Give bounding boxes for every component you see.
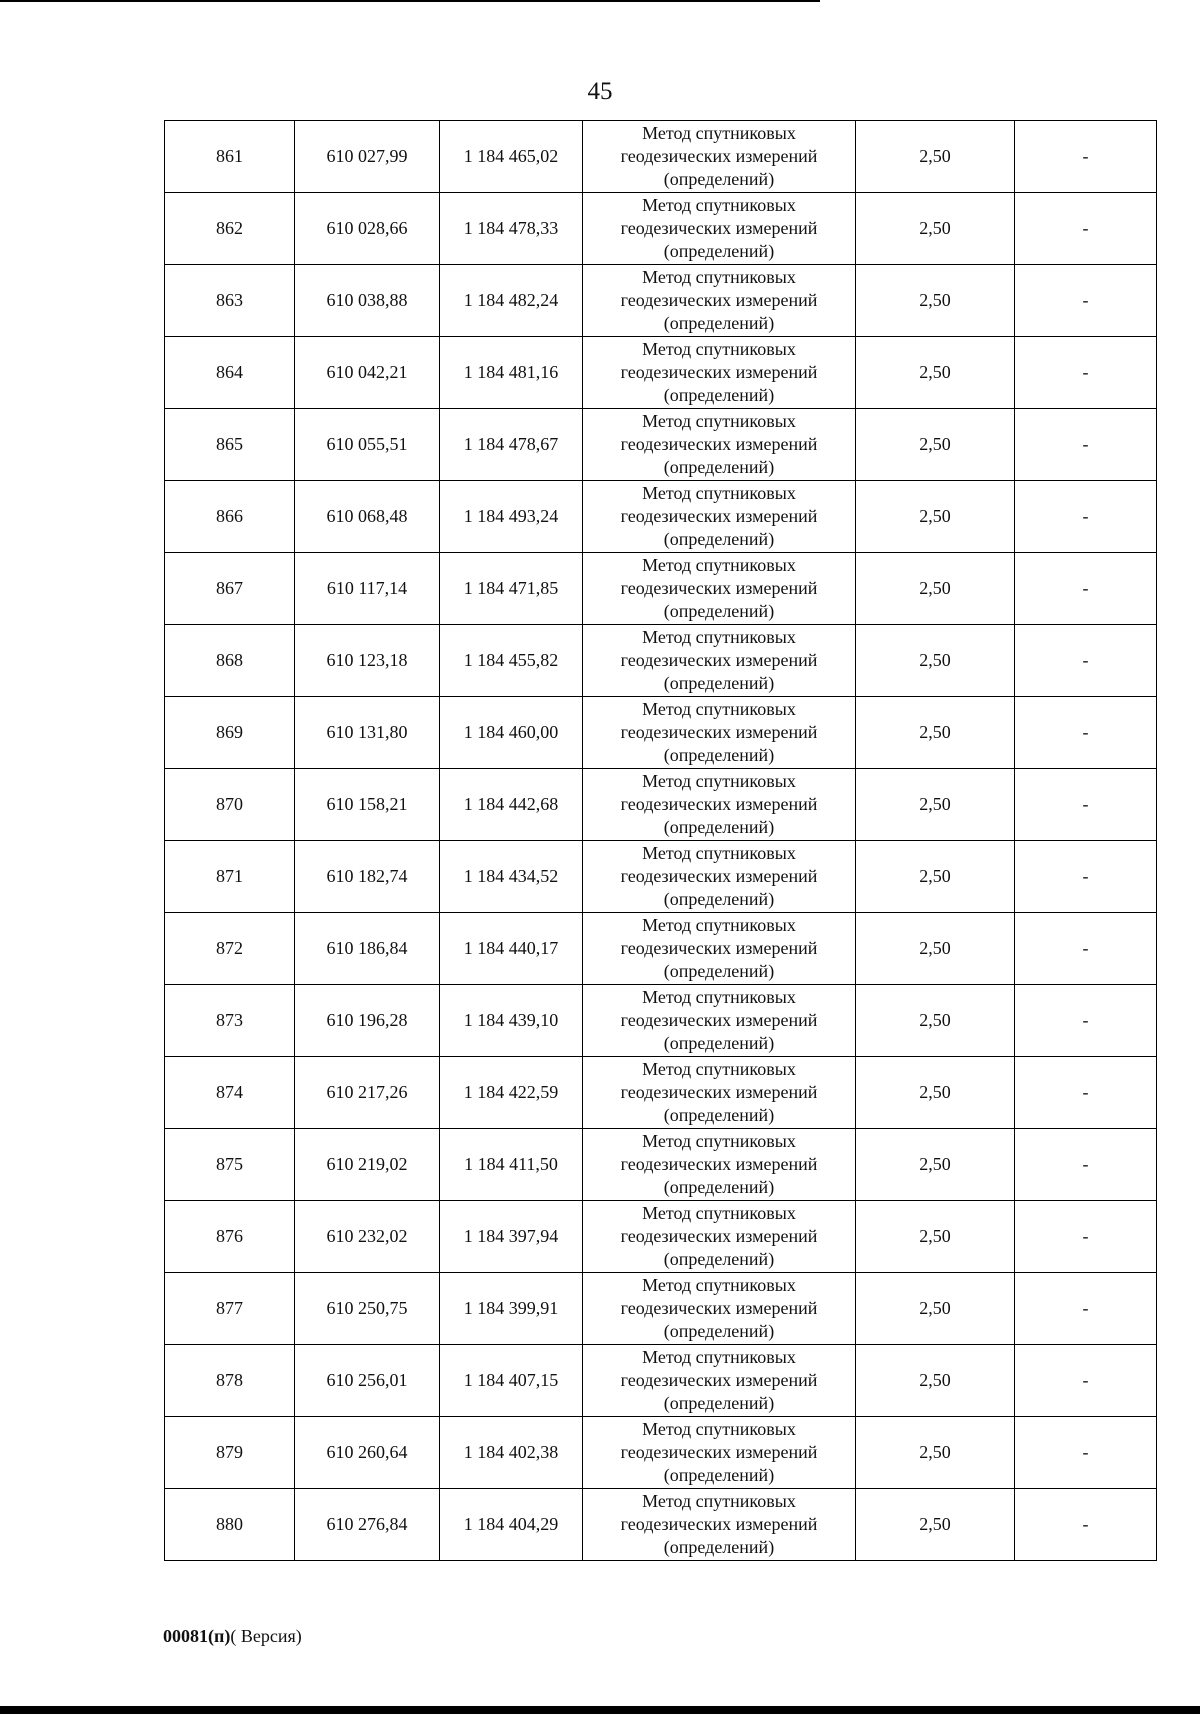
method-text-line: (определений) — [663, 1537, 775, 1557]
method-text-line: Метод спутниковых — [642, 987, 796, 1007]
method-text-line: Метод спутниковых — [642, 1419, 796, 1439]
table-row — [165, 1129, 1157, 1201]
accuracy-cell: 2,50 — [856, 337, 1015, 409]
method-cell — [583, 553, 856, 625]
x-coordinate-cell: 610 038,88 — [295, 265, 440, 337]
method-text-line: Метод спутниковых — [642, 1131, 796, 1151]
y-coordinate-cell: 1 184 399,91 — [440, 1273, 583, 1345]
x-coordinate-cell: 610 276,84 — [295, 1489, 440, 1561]
form-code: 00081(п) — [163, 1626, 231, 1646]
y-coordinate-cell: 1 184 493,24 — [440, 481, 583, 553]
method-text-line: (определений) — [663, 1105, 775, 1125]
accuracy-cell: 2,50 — [856, 1345, 1015, 1417]
point-number-cell: 875 — [165, 1129, 295, 1201]
description-cell: - — [1015, 769, 1157, 841]
accuracy-cell: 2,50 — [856, 1201, 1015, 1273]
method-cell — [583, 1129, 856, 1201]
method-cell — [583, 265, 856, 337]
method-text-line: геодезических измерений — [620, 1010, 818, 1030]
method-cell — [583, 841, 856, 913]
point-number-cell: 871 — [165, 841, 295, 913]
method-text-line: (определений) — [663, 1249, 775, 1269]
y-coordinate-cell: 1 184 478,67 — [440, 409, 583, 481]
x-coordinate-cell: 610 250,75 — [295, 1273, 440, 1345]
y-coordinate-cell: 1 184 482,24 — [440, 265, 583, 337]
point-number-cell: 867 — [165, 553, 295, 625]
method-cell — [583, 193, 856, 265]
method-text-line: геодезических измерений — [620, 1370, 818, 1390]
y-coordinate-cell: 1 184 471,85 — [440, 553, 583, 625]
accuracy-cell: 2,50 — [856, 769, 1015, 841]
y-coordinate-cell: 1 184 442,68 — [440, 769, 583, 841]
method-cell — [583, 1489, 856, 1561]
method-text-line: геодезических измерений — [620, 1514, 818, 1534]
accuracy-cell: 2,50 — [856, 985, 1015, 1057]
method-text-line: геодезических измерений — [620, 650, 818, 670]
method-cell — [583, 913, 856, 985]
table-row — [165, 193, 1157, 265]
description-cell: - — [1015, 553, 1157, 625]
x-coordinate-cell: 610 182,74 — [295, 841, 440, 913]
table-row — [165, 1273, 1157, 1345]
method-text-line: Метод спутниковых — [642, 915, 796, 935]
method-text-line: (определений) — [663, 457, 775, 477]
method-text-line: Метод спутниковых — [642, 1059, 796, 1079]
description-cell: - — [1015, 265, 1157, 337]
x-coordinate-cell: 610 186,84 — [295, 913, 440, 985]
x-coordinate-cell: 610 260,64 — [295, 1417, 440, 1489]
point-number-cell: 865 — [165, 409, 295, 481]
description-cell: - — [1015, 193, 1157, 265]
method-cell — [583, 625, 856, 697]
table-row — [165, 409, 1157, 481]
y-coordinate-cell: 1 184 397,94 — [440, 1201, 583, 1273]
y-coordinate-cell: 1 184 440,17 — [440, 913, 583, 985]
description-cell: - — [1015, 841, 1157, 913]
bottom-border-line — [0, 1706, 1200, 1714]
method-text-line: Метод спутниковых — [642, 1275, 796, 1295]
x-coordinate-cell: 610 158,21 — [295, 769, 440, 841]
method-text-line: геодезических измерений — [620, 1226, 818, 1246]
x-coordinate-cell: 610 042,21 — [295, 337, 440, 409]
method-text-line: Метод спутниковых — [642, 483, 796, 503]
method-text-line: (определений) — [663, 601, 775, 621]
y-coordinate-cell: 1 184 411,50 — [440, 1129, 583, 1201]
point-number-cell: 864 — [165, 337, 295, 409]
point-number-cell: 868 — [165, 625, 295, 697]
method-text-line: геодезических измерений — [620, 434, 818, 454]
method-text-line: геодезических измерений — [620, 1082, 818, 1102]
method-cell — [583, 1057, 856, 1129]
method-text-line: (определений) — [663, 745, 775, 765]
x-coordinate-cell: 610 196,28 — [295, 985, 440, 1057]
point-number-cell: 869 — [165, 697, 295, 769]
accuracy-cell: 2,50 — [856, 481, 1015, 553]
x-coordinate-cell: 610 256,01 — [295, 1345, 440, 1417]
description-cell: - — [1015, 1057, 1157, 1129]
x-coordinate-cell: 610 028,66 — [295, 193, 440, 265]
point-number-cell: 873 — [165, 985, 295, 1057]
method-cell — [583, 1417, 856, 1489]
accuracy-cell: 2,50 — [856, 193, 1015, 265]
top-border-line — [0, 0, 820, 2]
y-coordinate-cell: 1 184 465,02 — [440, 121, 583, 193]
method-text-line: Метод спутниковых — [642, 123, 796, 143]
method-text-line: геодезических измерений — [620, 362, 818, 382]
accuracy-cell: 2,50 — [856, 841, 1015, 913]
x-coordinate-cell: 610 068,48 — [295, 481, 440, 553]
description-cell: - — [1015, 1129, 1157, 1201]
description-cell: - — [1015, 1489, 1157, 1561]
method-text-line: (определений) — [663, 385, 775, 405]
method-text-line: (определений) — [663, 889, 775, 909]
method-text-line: геодезических измерений — [620, 1442, 818, 1462]
point-number-cell: 879 — [165, 1417, 295, 1489]
accuracy-cell: 2,50 — [856, 1057, 1015, 1129]
accuracy-cell: 2,50 — [856, 553, 1015, 625]
table-row — [165, 841, 1157, 913]
method-text-line: (определений) — [663, 529, 775, 549]
table-row — [165, 1201, 1157, 1273]
point-number-cell: 870 — [165, 769, 295, 841]
description-cell: - — [1015, 913, 1157, 985]
page-number: 45 — [587, 78, 613, 105]
method-cell — [583, 1201, 856, 1273]
point-number-cell: 866 — [165, 481, 295, 553]
method-text-line: геодезических измерений — [620, 1154, 818, 1174]
table-row — [165, 481, 1157, 553]
method-text-line: геодезических измерений — [620, 866, 818, 886]
method-text-line: (определений) — [663, 1177, 775, 1197]
accuracy-cell: 2,50 — [856, 1489, 1015, 1561]
x-coordinate-cell: 610 131,80 — [295, 697, 440, 769]
method-text-line: Метод спутниковых — [642, 411, 796, 431]
method-cell — [583, 481, 856, 553]
description-cell: - — [1015, 121, 1157, 193]
method-text-line: геодезических измерений — [620, 218, 818, 238]
y-coordinate-cell: 1 184 478,33 — [440, 193, 583, 265]
accuracy-cell: 2,50 — [856, 1417, 1015, 1489]
accuracy-cell: 2,50 — [856, 121, 1015, 193]
description-cell: - — [1015, 337, 1157, 409]
description-cell: - — [1015, 985, 1157, 1057]
description-cell: - — [1015, 1201, 1157, 1273]
table-row — [165, 913, 1157, 985]
method-cell — [583, 985, 856, 1057]
x-coordinate-cell: 610 232,02 — [295, 1201, 440, 1273]
table-row — [165, 265, 1157, 337]
method-text-line: Метод спутниковых — [642, 195, 796, 215]
y-coordinate-cell: 1 184 439,10 — [440, 985, 583, 1057]
description-cell: - — [1015, 1345, 1157, 1417]
table-row — [165, 1417, 1157, 1489]
table-row — [165, 769, 1157, 841]
method-text-line: (определений) — [663, 1033, 775, 1053]
method-text-line: геодезических измерений — [620, 506, 818, 526]
point-number-cell: 878 — [165, 1345, 295, 1417]
method-text-line: геодезических измерений — [620, 794, 818, 814]
method-text-line: (определений) — [663, 241, 775, 261]
accuracy-cell: 2,50 — [856, 1129, 1015, 1201]
method-text-line: геодезических измерений — [620, 938, 818, 958]
footer-form-code — [163, 1626, 302, 1647]
method-text-line: Метод спутниковых — [642, 843, 796, 863]
method-text-line: Метод спутниковых — [642, 267, 796, 287]
x-coordinate-cell: 610 055,51 — [295, 409, 440, 481]
accuracy-cell: 2,50 — [856, 265, 1015, 337]
method-cell — [583, 337, 856, 409]
y-coordinate-cell: 1 184 422,59 — [440, 1057, 583, 1129]
y-coordinate-cell: 1 184 402,38 — [440, 1417, 583, 1489]
method-text-line: геодезических измерений — [620, 290, 818, 310]
y-coordinate-cell: 1 184 460,00 — [440, 697, 583, 769]
method-text-line: Метод спутниковых — [642, 699, 796, 719]
point-number-cell: 872 — [165, 913, 295, 985]
method-text-line: (определений) — [663, 1393, 775, 1413]
method-cell — [583, 1273, 856, 1345]
table-row — [165, 1489, 1157, 1561]
x-coordinate-cell: 610 027,99 — [295, 121, 440, 193]
accuracy-cell: 2,50 — [856, 625, 1015, 697]
x-coordinate-cell: 610 219,02 — [295, 1129, 440, 1201]
table-row — [165, 625, 1157, 697]
description-cell: - — [1015, 625, 1157, 697]
y-coordinate-cell: 1 184 481,16 — [440, 337, 583, 409]
point-number-cell: 877 — [165, 1273, 295, 1345]
method-text-line: геодезических измерений — [620, 146, 818, 166]
method-text-line: геодезических измерений — [620, 722, 818, 742]
point-number-cell: 863 — [165, 265, 295, 337]
y-coordinate-cell: 1 184 434,52 — [440, 841, 583, 913]
table-row — [165, 337, 1157, 409]
x-coordinate-cell: 610 217,26 — [295, 1057, 440, 1129]
accuracy-cell: 2,50 — [856, 913, 1015, 985]
table-row — [165, 697, 1157, 769]
point-number-cell: 861 — [165, 121, 295, 193]
method-text-line: (определений) — [663, 313, 775, 333]
table-row — [165, 553, 1157, 625]
table-row — [165, 1345, 1157, 1417]
method-text-line: Метод спутниковых — [642, 1347, 796, 1367]
table-row — [165, 985, 1157, 1057]
coordinates-table-body — [165, 121, 1157, 1561]
method-text-line: (определений) — [663, 817, 775, 837]
accuracy-cell: 2,50 — [856, 697, 1015, 769]
form-version: ( Версия) — [230, 1626, 302, 1646]
method-text-line: (определений) — [663, 1321, 775, 1341]
method-cell — [583, 409, 856, 481]
description-cell: - — [1015, 409, 1157, 481]
method-text-line: (определений) — [663, 961, 775, 981]
method-text-line: Метод спутниковых — [642, 1491, 796, 1511]
method-text-line: (определений) — [663, 169, 775, 189]
method-cell — [583, 1345, 856, 1417]
description-cell: - — [1015, 697, 1157, 769]
method-cell — [583, 769, 856, 841]
method-text-line: Метод спутниковых — [642, 555, 796, 575]
method-cell — [583, 121, 856, 193]
point-number-cell: 862 — [165, 193, 295, 265]
description-cell: - — [1015, 1273, 1157, 1345]
coordinates-table — [164, 120, 1157, 1561]
point-number-cell: 874 — [165, 1057, 295, 1129]
method-text-line: Метод спутниковых — [642, 627, 796, 647]
description-cell: - — [1015, 481, 1157, 553]
method-text-line: геодезических измерений — [620, 578, 818, 598]
point-number-cell: 876 — [165, 1201, 295, 1273]
x-coordinate-cell: 610 117,14 — [295, 553, 440, 625]
description-cell: - — [1015, 1417, 1157, 1489]
x-coordinate-cell: 610 123,18 — [295, 625, 440, 697]
y-coordinate-cell: 1 184 407,15 — [440, 1345, 583, 1417]
method-text-line: Метод спутниковых — [642, 339, 796, 359]
method-text-line: Метод спутниковых — [642, 1203, 796, 1223]
method-text-line: Метод спутниковых — [642, 771, 796, 791]
method-text-line: (определений) — [663, 673, 775, 693]
accuracy-cell: 2,50 — [856, 1273, 1015, 1345]
method-text-line: геодезических измерений — [620, 1298, 818, 1318]
method-text-line: (определений) — [663, 1465, 775, 1485]
y-coordinate-cell: 1 184 455,82 — [440, 625, 583, 697]
table-row — [165, 1057, 1157, 1129]
method-cell — [583, 697, 856, 769]
y-coordinate-cell: 1 184 404,29 — [440, 1489, 583, 1561]
table-row — [165, 121, 1157, 193]
accuracy-cell: 2,50 — [856, 409, 1015, 481]
point-number-cell: 880 — [165, 1489, 295, 1561]
